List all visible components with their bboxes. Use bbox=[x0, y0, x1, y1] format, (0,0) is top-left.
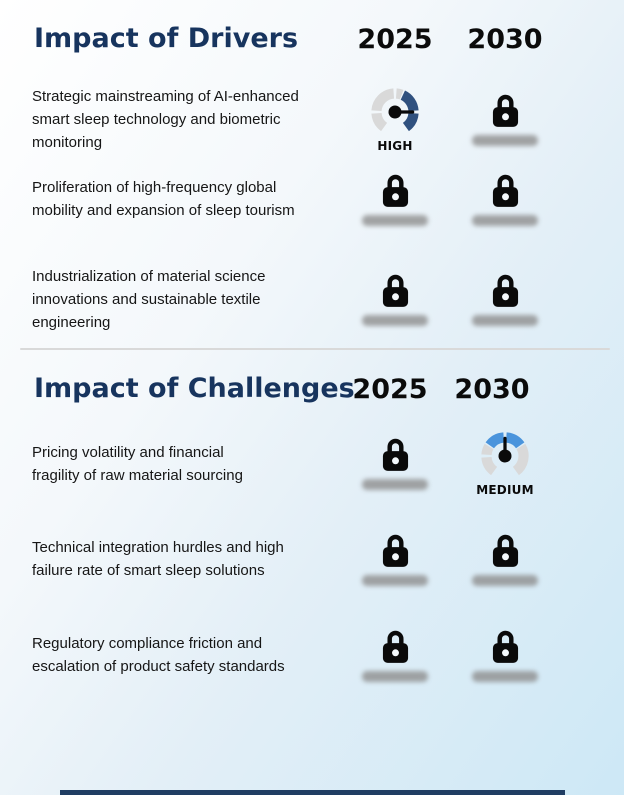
text-line: innovations and sustainable textile bbox=[32, 290, 261, 308]
redacted-text bbox=[472, 315, 538, 326]
impact-cell-2025 bbox=[340, 533, 450, 586]
lock-icon bbox=[491, 533, 520, 568]
challenge-2-description bbox=[0, 536, 340, 582]
challenges-header bbox=[0, 372, 624, 406]
text-line: failure rate of smart sleep solutions bbox=[32, 562, 265, 579]
locked-value bbox=[472, 533, 538, 586]
challenge-1-description bbox=[0, 441, 340, 487]
text-line: Industrialization of material science bbox=[32, 267, 266, 285]
text-line: Regulatory compliance friction and bbox=[32, 635, 263, 652]
text-line: fragility of raw material sourcing bbox=[32, 466, 243, 484]
driver-2-description bbox=[0, 176, 340, 222]
lock-icon bbox=[491, 273, 520, 308]
impact-cell-2030 bbox=[450, 533, 560, 586]
impact-cell-2030 bbox=[450, 273, 560, 326]
section-divider bbox=[20, 348, 610, 350]
locked-value bbox=[362, 173, 428, 226]
lock-icon bbox=[381, 173, 410, 208]
impact-gauge-high bbox=[369, 86, 421, 153]
gauge-level-label: HIGH bbox=[377, 138, 413, 153]
redacted-text bbox=[362, 315, 428, 326]
impact-cell-2030 bbox=[450, 430, 560, 497]
locked-value bbox=[472, 173, 538, 226]
locked-value bbox=[362, 533, 428, 586]
lock-icon bbox=[381, 273, 410, 308]
redacted-text bbox=[472, 215, 538, 226]
drivers-section-title: Impact of Drivers bbox=[34, 23, 299, 54]
driver-1-description bbox=[0, 85, 340, 154]
driver-row-3 bbox=[0, 264, 624, 334]
text-line: Pricing volatility and financial bbox=[32, 443, 224, 461]
text-line: Strategic mainstreaming of AI-enhanced bbox=[32, 87, 299, 105]
impact-cell-2025 bbox=[340, 86, 450, 153]
redacted-text bbox=[472, 135, 538, 146]
impact-cell-2025 bbox=[340, 629, 450, 682]
impact-cell-2030 bbox=[450, 629, 560, 682]
challenge-row-2 bbox=[0, 532, 624, 586]
redacted-text bbox=[472, 575, 538, 586]
text-line: Technical integration hurdles and high bbox=[32, 539, 284, 556]
lock-icon bbox=[381, 629, 410, 664]
year-header-2025: 2025 bbox=[357, 23, 433, 55]
redacted-text bbox=[362, 671, 428, 682]
lock-icon bbox=[491, 93, 520, 128]
impact-gauge-medium bbox=[476, 430, 533, 497]
impact-cell-2025 bbox=[340, 273, 450, 326]
driver-3-description bbox=[0, 265, 340, 334]
text-line: escalation of product safety standards bbox=[32, 658, 285, 675]
impact-cell-2025 bbox=[340, 437, 450, 490]
lock-icon bbox=[491, 173, 520, 208]
text-line: Proliferation of high-frequency global bbox=[32, 179, 277, 196]
gauge-level-label: MEDIUM bbox=[476, 483, 534, 497]
locked-value bbox=[362, 629, 428, 682]
text-line: engineering bbox=[32, 313, 111, 331]
challenge-row-1 bbox=[0, 430, 624, 496]
gauge-medium-icon bbox=[479, 430, 531, 482]
locked-value bbox=[472, 273, 538, 326]
text-line: smart sleep technology and biometric bbox=[32, 110, 281, 128]
challenge-3-description bbox=[0, 632, 340, 678]
locked-value bbox=[472, 93, 538, 146]
impact-cell-2030 bbox=[450, 173, 560, 226]
impact-cell-2030 bbox=[450, 93, 560, 146]
challenges-section-title: Impact of Challenges bbox=[34, 373, 355, 404]
year-header-2025: 2025 bbox=[352, 373, 428, 405]
redacted-text bbox=[362, 575, 428, 586]
year-header-2030: 2030 bbox=[454, 373, 530, 405]
challenge-row-3 bbox=[0, 628, 624, 682]
redacted-text bbox=[472, 671, 538, 682]
driver-row-2 bbox=[0, 172, 624, 226]
lock-icon bbox=[491, 629, 520, 664]
locked-value bbox=[362, 437, 428, 490]
locked-value bbox=[362, 273, 428, 326]
driver-row-1 bbox=[0, 84, 624, 154]
locked-value bbox=[472, 629, 538, 682]
redacted-text bbox=[362, 215, 428, 226]
drivers-header bbox=[0, 22, 624, 56]
lock-icon bbox=[381, 533, 410, 568]
gauge-high-icon bbox=[369, 86, 421, 138]
text-line: mobility and expansion of sleep tourism bbox=[32, 202, 295, 219]
bottom-accent-bar bbox=[60, 790, 565, 795]
lock-icon bbox=[381, 437, 410, 472]
impact-cell-2025 bbox=[340, 173, 450, 226]
year-header-2030: 2030 bbox=[467, 23, 543, 55]
text-line: monitoring bbox=[32, 133, 103, 151]
redacted-text bbox=[362, 479, 428, 490]
